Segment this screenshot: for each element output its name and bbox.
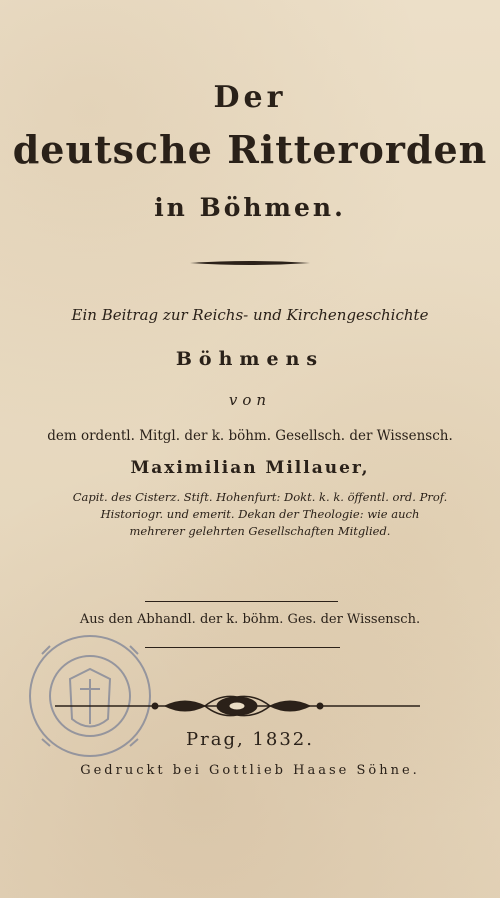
decorative-ornament-line (55, 690, 420, 724)
title-ornament-rule (190, 259, 310, 267)
subtitle-line-von: von (228, 391, 272, 409)
author-desc-line-3: mehrerer gelehrten Gesellschaften Mitglied. (129, 524, 391, 538)
title-line-place: in Böhmen. (154, 193, 346, 222)
title-line-der: Der (213, 80, 287, 115)
series-rule-bottom (145, 647, 340, 648)
imprint-place-year: Prag, 1832. (186, 729, 314, 750)
author-name: Maximilian Millauer, (130, 458, 370, 478)
author-desc-line-2: Historiogr. und emerit. Dekan der Theologie: wie auch (100, 507, 420, 521)
series-rule-top (145, 601, 338, 602)
title-line-main: deutsche Ritterorden (12, 127, 488, 172)
subtitle-line-member: dem ordentl. Mitgl. der k. böhm. Gesellsch. der Wissensch. (47, 428, 453, 444)
series-note: Aus den Abhandl. der k. böhm. Ges. der Wissensch. (79, 612, 421, 627)
imprint-printer: Gedruckt bei Gottlieb Haase Söhne. (80, 763, 420, 778)
author-desc-line-1: Capit. des Cisterz. Stift. Hohenfurt: Dokt. k. k. öffentl. ord. Prof. (72, 490, 448, 504)
subtitle-line-bohmens: Böhmens (175, 348, 325, 370)
subtitle-line-1: Ein Beitrag zur Reichs- und Kirchengeschichte (71, 306, 429, 324)
